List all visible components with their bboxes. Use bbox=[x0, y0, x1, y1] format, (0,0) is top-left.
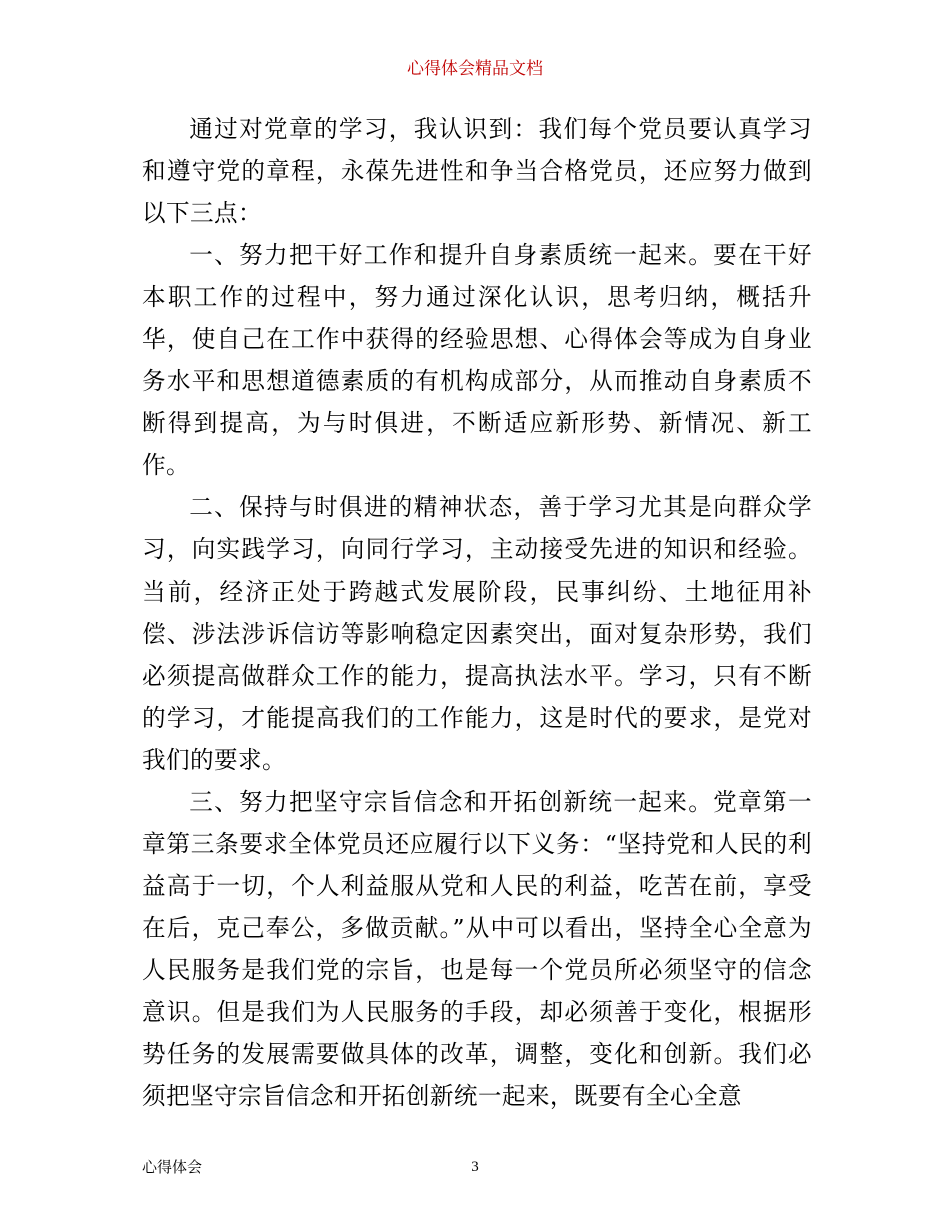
paragraph-intro: 通过对党章的学习，我认识到：我们每个党员要认真学习和遵守党的章程，永葆先进性和争当合格党员，还应努力做到以下三点： bbox=[142, 115, 812, 228]
paragraph-point-one: 一、努力把干好工作和提升自身素质统一起来。要在干好本职工作的过程中，努力通过深化认识，思考归纳，概括升华，使自己在工作中获得的经验思想、心得体会等成为自身业务水平和思想道德素质的有机构成部分，从而推动自身素质不断得到提高，为与时俱进，不断适应新形势、新情况、新工作。 bbox=[142, 241, 812, 480]
paragraph-point-two: 二、保持与时俱进的精神状态，善于学习尤其是向群众学习，向实践学习，向同行学习，主动接受先进的知识和经验。当前，经济正处于跨越式发展阶段，民事纠纷、土地征用补偿、涉法涉诉信访等影响稳定因素突出，面对复杂形势，我们必须提高做群众工作的能力，提高执法水平。学习，只有不断的学习，才能提高我们的工作能力，这是时代的要求，是党对我们的要求。 bbox=[142, 493, 812, 774]
paragraph-point-three: 三、努力把坚守宗旨信念和开拓创新统一起来。党章第一章第三条要求全体党员还应履行以下义务：“坚持党和人民的利益高于一切，个人利益服从党和人民的利益，吃苦在前，享受在后，克己奉公，多做贡献。”从中可以看出，坚持全心全意为人民服务是我们党的宗旨，也是每一个党员所必须坚守的信念意识。但是我们为人民服务的手段，却必须善于变化，根据形势任务的发展需要做具体的改革，调整，变化和创新。我们必须把坚守宗旨信念和开拓创新统一起来，既要有全心全意 bbox=[142, 787, 812, 1111]
page-number: 3 bbox=[471, 1159, 479, 1175]
page-header-title: 心得体会精品文档 bbox=[407, 59, 543, 79]
document-body bbox=[142, 108, 812, 1117]
footer-label: 心得体会 bbox=[142, 1158, 203, 1176]
